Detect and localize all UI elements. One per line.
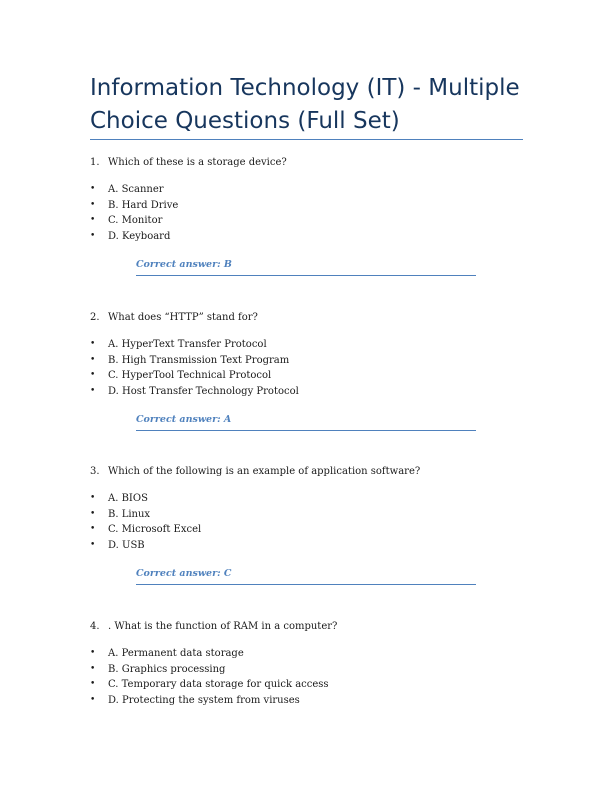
option-item: [90, 229, 530, 245]
option-item: [90, 213, 530, 229]
question-text: [90, 156, 530, 170]
bullet-icon: •: [90, 694, 96, 705]
option-label: B. Linux: [108, 508, 151, 520]
option-item: [90, 538, 530, 554]
option-label: C. Microsoft Excel: [108, 524, 202, 535]
option-label: D. Keyboard: [108, 230, 171, 242]
option-item: [90, 384, 530, 400]
option-list: [90, 337, 530, 399]
option-label: D. Host Transfer Technology Protocol: [108, 385, 299, 397]
option-list: [90, 491, 530, 553]
bullet-icon: •: [90, 199, 96, 210]
option-label: B. Graphics processing: [108, 663, 226, 675]
question-number: 3.: [90, 466, 100, 477]
question-3: [90, 465, 530, 585]
document-title: Information Technology (IT) - Multiple Choice Questions (Full Set): [90, 75, 520, 134]
option-label: C. Monitor: [108, 215, 163, 226]
option-label: B. High Transmission Text Program: [108, 354, 290, 366]
option-item: [90, 337, 530, 353]
question-prompt: . What is the function of RAM in a computer?: [108, 621, 338, 632]
option-list: [90, 182, 530, 244]
option-label: D. USB: [108, 539, 145, 551]
option-item: [90, 198, 530, 214]
question-1: [90, 156, 530, 276]
option-label: C. Temporary data storage for quick access: [108, 679, 329, 690]
option-label: A. HyperText Transfer Protocol: [108, 339, 267, 350]
bullet-icon: •: [90, 370, 96, 380]
question-number: 4.: [90, 621, 100, 632]
option-label: C. HyperTool Technical Protocol: [108, 370, 272, 381]
bullet-icon: •: [90, 215, 96, 225]
bullet-icon: •: [90, 184, 96, 194]
bullet-icon: •: [90, 385, 96, 396]
bullet-icon: •: [90, 524, 96, 534]
option-list: [90, 646, 530, 708]
title-divider: [90, 139, 523, 140]
option-item: [90, 507, 530, 523]
bullet-icon: •: [90, 508, 96, 519]
option-label: A. Scanner: [108, 184, 164, 195]
correct-answer: Correct answer: C: [136, 567, 476, 585]
question-prompt: Which of these is a storage device?: [108, 157, 287, 168]
question-4: [90, 620, 530, 708]
question-number: 2.: [90, 312, 100, 323]
bullet-icon: •: [90, 493, 96, 503]
option-item: [90, 491, 530, 507]
option-item: [90, 677, 530, 693]
bullet-icon: •: [90, 339, 96, 349]
option-item: [90, 662, 530, 678]
bullet-icon: •: [90, 354, 96, 365]
option-item: [90, 646, 530, 662]
bullet-icon: •: [90, 679, 96, 689]
option-item: [90, 182, 530, 198]
bullet-icon: •: [90, 539, 96, 550]
option-item: [90, 522, 530, 538]
option-item: [90, 353, 530, 369]
option-label: A. BIOS: [108, 493, 148, 504]
bullet-icon: •: [90, 230, 96, 241]
option-label: A. Permanent data storage: [108, 648, 244, 659]
option-item: [90, 693, 530, 709]
bullet-icon: •: [90, 648, 96, 658]
question-number: 1.: [90, 157, 100, 168]
bullet-icon: •: [90, 663, 96, 674]
question-prompt: Which of the following is an example of application software?: [108, 466, 421, 477]
option-label: D. Protecting the system from viruses: [108, 694, 300, 706]
option-label: B. Hard Drive: [108, 199, 179, 211]
question-text: [90, 311, 530, 325]
correct-answer: Correct answer: B: [136, 258, 476, 276]
question-2: [90, 311, 530, 431]
option-item: [90, 368, 530, 384]
correct-answer: Correct answer: A: [136, 413, 476, 431]
question-text: [90, 620, 530, 634]
question-text: [90, 465, 530, 479]
question-prompt: What does “HTTP” stand for?: [108, 312, 258, 323]
